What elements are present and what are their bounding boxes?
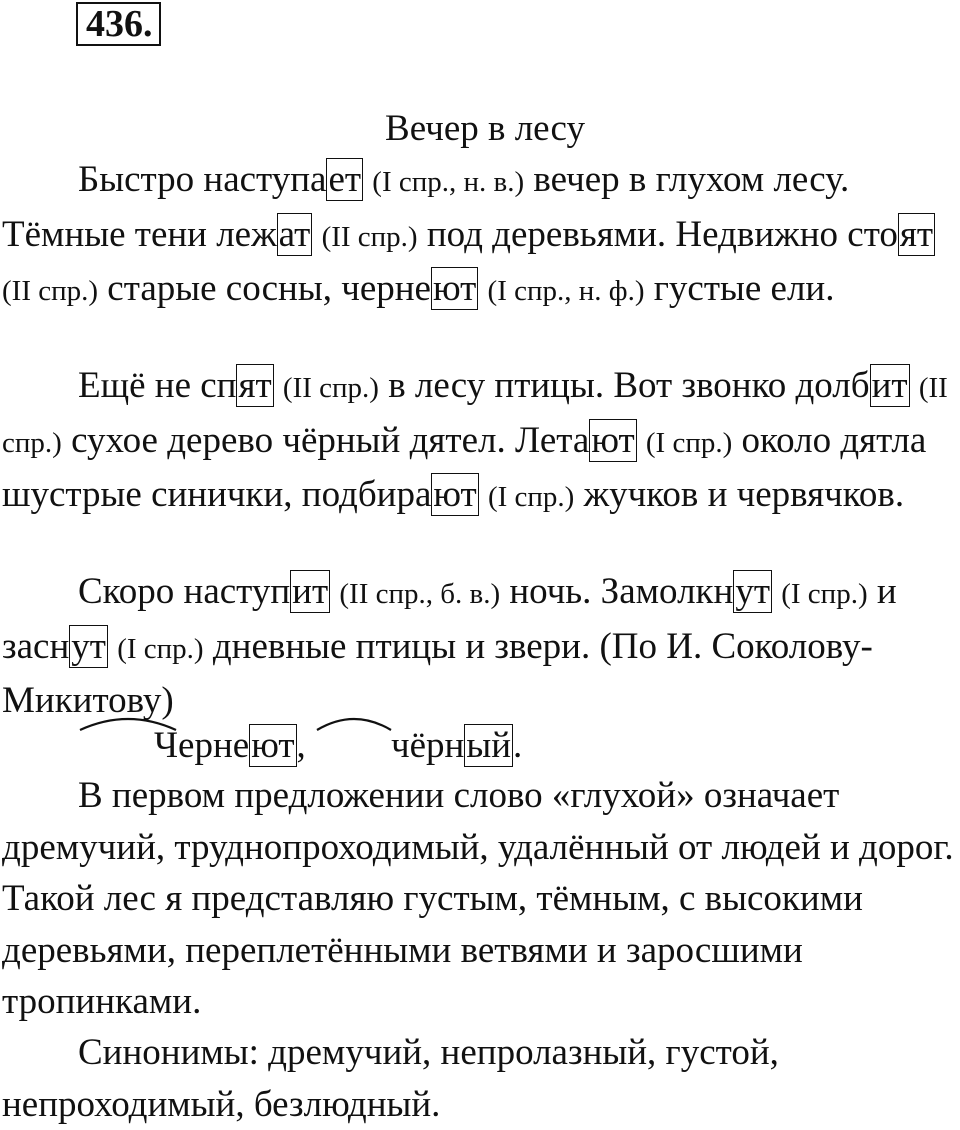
conjugation-note: (I спр.): [487, 481, 575, 513]
morpheme-word-2: [315, 720, 513, 772]
exercise-number: 436.: [76, 2, 161, 46]
text-fragment: Быстро наступа: [78, 159, 327, 200]
text-fragment: в лесу птицы. Вот звонко долб: [378, 365, 870, 406]
morpheme-word-1: [78, 720, 297, 772]
word-ending-box: ый: [466, 725, 512, 766]
paragraph-5: Синонимы: дремучий, непролазный, густой, непроходимый, безлюдный.: [2, 1032, 779, 1125]
morpheme-analysis: [2, 720, 960, 772]
text-fragment: под деревьями. Недвижно сто: [417, 213, 898, 255]
text-fragment: сухое дерево чёрный дятел. Лета: [61, 419, 590, 461]
stem-arc-icon: [78, 712, 178, 736]
conjugation-note: (I спр., н. в.): [372, 166, 525, 198]
conjugation-note: (II спр.): [2, 372, 948, 459]
text-fragment: густые ели.: [644, 268, 835, 309]
conjugation-note: (I спр.): [645, 426, 733, 459]
text-fragment: старые сосны, черне: [98, 268, 431, 309]
text-fragment: и засн: [2, 571, 897, 667]
verb-ending-box: ат: [278, 213, 311, 255]
verb-ending-box: ит: [871, 365, 908, 406]
separator: ,: [296, 725, 316, 766]
verb-ending-box: ют: [591, 419, 635, 461]
stem-arc-icon: [315, 712, 393, 736]
verb-ending-box: ют: [433, 474, 477, 515]
verb-ending-box: ут: [71, 625, 106, 667]
conjugation-note: (II спр.): [282, 372, 379, 404]
verb-ending-box: ют: [432, 268, 477, 309]
text-fragment: дневные птицы и звери. (По И. Соколову-Микитову): [2, 625, 873, 721]
word-ending-box: ют: [251, 725, 295, 766]
paragraph-3: [2, 566, 960, 727]
text-fragment: около дятла шустрые синички, подбира: [2, 419, 927, 515]
text-fragment: Ещё не сп: [78, 365, 237, 406]
conjugation-note: (II спр., б. в.): [339, 578, 501, 610]
conjugation-note: (I спр., н. ф.): [487, 275, 645, 307]
text-fragment: ночь. Замолкн: [500, 571, 734, 612]
word-stem: чёрн: [391, 725, 465, 766]
conjugation-note: (II спр.): [321, 220, 418, 253]
paragraph-2: [2, 360, 960, 524]
paragraph-4: В первом предложении слово «глухой» означает дремучий, труднопроходимый, удалённый от людей и дорог. Такой лес я представляю густым, тёмным, с высокими деревьями, переплетёнными ветвями и заросшими тропинками.: [2, 775, 954, 1022]
verb-ending-box: ят: [238, 365, 272, 406]
conjugation-note: (I спр.): [781, 578, 868, 610]
verb-ending-box: ят: [899, 213, 934, 255]
text-fragment: Скоро наступ: [78, 571, 291, 612]
sentence-end: .: [513, 725, 523, 766]
text-fragment: вечер в глухом лесу. Тёмные тени леж: [2, 159, 850, 255]
paragraph-1: [2, 154, 960, 318]
text-fragment: жучков и червячков.: [574, 474, 905, 515]
conjugation-note: (I спр.): [117, 632, 204, 665]
conjugation-note: (II спр.): [2, 275, 99, 307]
verb-ending-box: ут: [735, 571, 770, 612]
verb-ending-box: ит: [292, 571, 329, 612]
verb-ending-box: ет: [328, 159, 362, 200]
text-title: Вечер в лесу: [385, 108, 585, 149]
word-stem: Черне: [154, 725, 250, 766]
